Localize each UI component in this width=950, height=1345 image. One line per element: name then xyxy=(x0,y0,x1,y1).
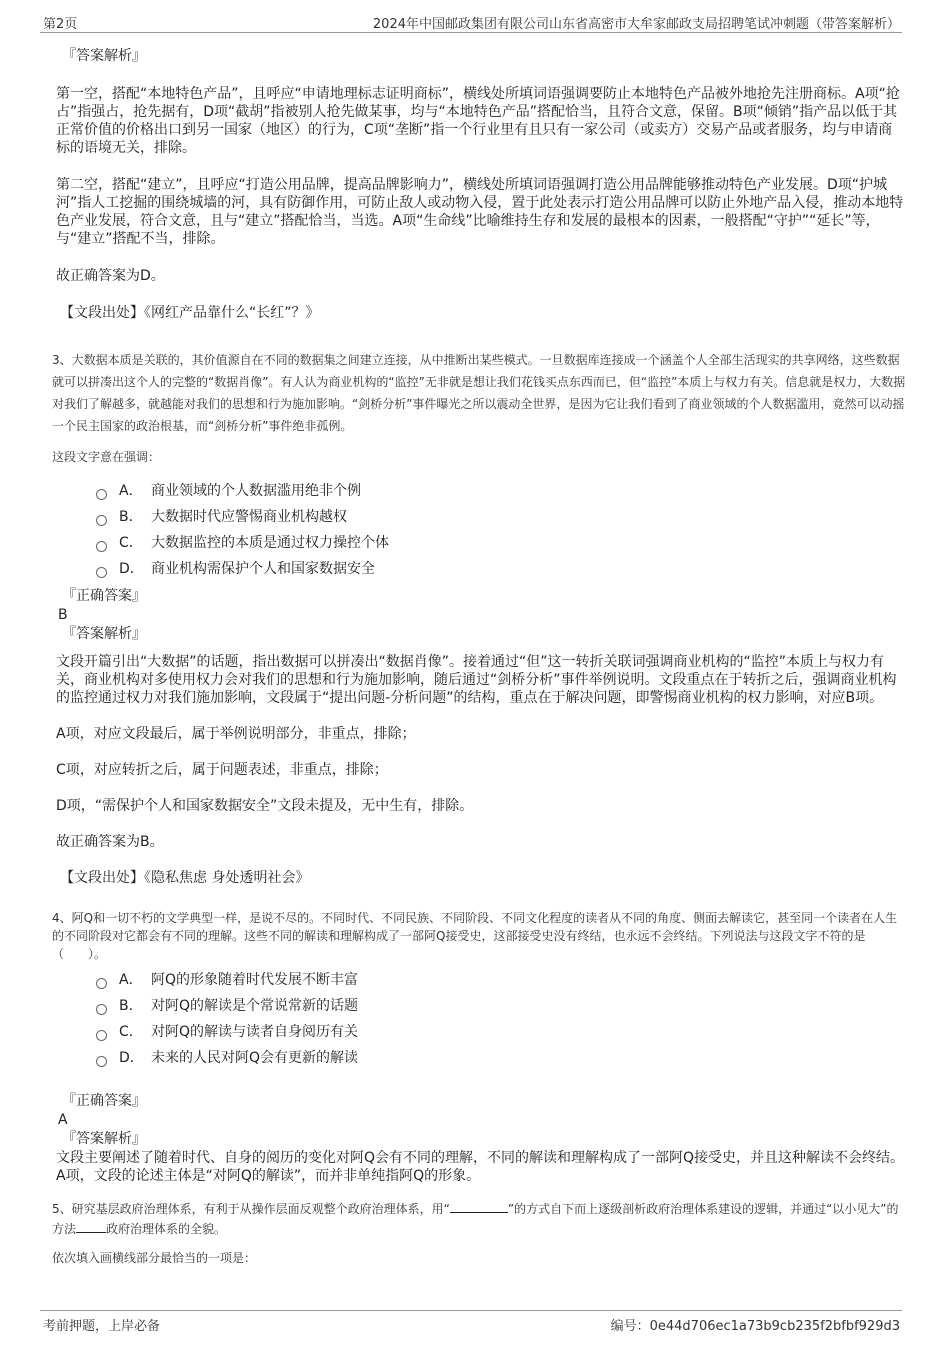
analysis-note-c: C项，对应转折之后，属于问题表述，非重点，排除； xyxy=(56,762,388,778)
question-4 xyxy=(52,909,906,1185)
radio-icon[interactable] xyxy=(96,567,107,578)
analysis-paragraph: 文段开篇引出“大数据”的话题，指出数据可以拼凑出“数据肖像”。接着通过“但”这一转折关联词强调商业机构的“监控”本质上与权力有关，商业机构对多使用权力会对我们的思想和行为施加影响，随后通过“剑桥分析”事件举例说明。文段重点在于转折之后，强调商业机构的监控通过权力对我们施加影响，文段属于“提出问题-分析问题”的结构，重点在于解决问题，即警惕商业机构的权力影响，对应B项。 xyxy=(56,654,897,706)
analysis-paragraph: 第一空，搭配“本地特色产品”，且呼应“申请地理标志证明商标”，横线处所填词语强调要防止本地特色产品被外地抢先注册商标。A项“抢占”指强占，抢先据有，D项“截胡”指被别人抢先做某事，均与“本地特色产品”搭配恰当，且符合文意，保留。B项“倾销”指产品以低于其正常价值的价格出口到另一国家（地区）的行为，C项“垄断”指一个行业里有且只有一家公司（或卖方）交易产品或者服务，均与申请商标的语境无关，排除。 xyxy=(56,86,900,156)
correct-answer: A xyxy=(58,1112,68,1128)
question-stem: 5、研究基层政府治理体系，有利于从操作层面反观整个政府治理体系，用“ ”的方式自下而上逐级剖析政府治理体系建设的逻辑，并通过“以小见大”的方法 政府治理体系的全貌。 xyxy=(52,1202,899,1236)
document-id: 编号：0e44d706ec1a73b9cb235f2bfbf929d3 xyxy=(610,1319,900,1334)
radio-icon[interactable] xyxy=(96,1056,107,1067)
radio-icon[interactable] xyxy=(96,1030,107,1041)
option-b[interactable]: B． 对阿Q的解读是个常说常新的话题 xyxy=(96,997,906,1023)
document-title: 2024年中国邮政集团有限公司山东省高密市大牟家邮政支局招聘笔试冲刺题（带答案解析） xyxy=(372,17,900,32)
question-prompt: 这段文字意在强调： xyxy=(52,450,161,464)
question-stem: 4、阿Q和一切不朽的文学典型一样，是说不尽的。不同时代、不同民族、不同阶段、不同文化程度的读者从不同的角度、侧面去解读它，甚至同一个读者在人生的不同阶段对它都会有不同的理解。这些不同的解读和理解构成了一部阿Q接受史，这部接受史没有终结，也永远不会终结。下列说法与这段文字不符的是（ ）。 xyxy=(52,911,898,961)
option-c[interactable]: C． 大数据监控的本质是通过权力操控个体 xyxy=(96,534,906,560)
analysis-label: 『答案解析』 xyxy=(62,48,146,64)
source-citation: 【文段出处】《隐私焦虑 身处透明社会》 xyxy=(60,870,310,886)
option-d[interactable]: D． 未来的人民对阿Q会有更新的解读 xyxy=(96,1049,906,1075)
correct-answer-label: 『正确答案』 xyxy=(62,588,146,604)
correct-answer-label: 『正确答案』 xyxy=(62,1093,146,1109)
fill-blank-1 xyxy=(450,1200,508,1213)
question-prompt: 依次填入画横线部分最恰当的一项是： xyxy=(52,1251,257,1265)
radio-icon[interactable] xyxy=(96,515,107,526)
correct-answer: B xyxy=(58,607,68,623)
analysis-note-d: D项，“需保护个人和国家数据安全”文段未提及，无中生有，排除。 xyxy=(56,798,474,814)
option-b[interactable]: B． 大数据时代应警惕商业机构越权 xyxy=(96,508,906,534)
radio-icon[interactable] xyxy=(96,541,107,552)
question-stem: 3、大数据本质是关联的，其价值源自在不同的数据集之间建立连接，从中推断出某些模式。一旦数据库连接成一个涵盖个人全部生活现实的共享网络，这些数据就可以拼凑出这个人的完整的“数据肖像”。有人认为商业机构的“监控”无非就是想让我们花钱买点东西而已，但“监控”本质上与权力有关。信息就是权力，大数据对我们了解越多，就越能对我们的思想和行为施加影响。“剑桥分析”事件曝光之所以震动全世界，是因为它让我们看到了商业领域的个人数据滥用，竟然可以动摇一个民主国家的政治根基，而“剑桥分析”事件绝非孤例。 xyxy=(52,353,906,433)
fill-blank-2 xyxy=(76,1220,106,1233)
option-a[interactable]: A． 商业领域的个人数据滥用绝非个例 xyxy=(96,482,906,508)
options-list xyxy=(56,482,906,586)
radio-icon[interactable] xyxy=(96,978,107,989)
conclusion: 故正确答案为B。 xyxy=(56,834,164,850)
radio-icon[interactable] xyxy=(96,1004,107,1015)
conclusion: 故正确答案为D。 xyxy=(56,268,165,284)
page-header xyxy=(40,12,902,33)
option-d[interactable]: D． 商业机构需保护个人和国家数据安全 xyxy=(96,560,906,586)
question-3 xyxy=(52,349,906,887)
question-5 xyxy=(52,1199,906,1269)
radio-icon[interactable] xyxy=(96,489,107,500)
analysis-note-a: A项，对应文段最后，属于举例说明部分，非重点，排除； xyxy=(56,726,416,742)
page-footer xyxy=(40,1310,902,1335)
analysis-label: 『答案解析』 xyxy=(62,626,146,642)
analysis-label: 『答案解析』 xyxy=(62,1131,146,1147)
footer-slogan: 考前押题，上岸必备 xyxy=(43,1319,161,1334)
options-list xyxy=(56,971,906,1075)
document-body xyxy=(52,40,906,1269)
option-c[interactable]: C． 对阿Q的解读与读者自身阅历有关 xyxy=(96,1023,906,1049)
analysis-paragraph: 第二空，搭配“建立”，且呼应“打造公用品牌，提高品牌影响力”，横线处所填词语强调打造公用品牌能够推动特色产业发展。D项“护城河”指人工挖掘的围绕城墙的河，具有防御作用，可防止敌人或动物入侵，置于此处表示打造公用品牌可以防止外地产品入侵，推动本地特色产业发展，符合文意，且与“建立”搭配恰当，当选。A项“生命线”比喻维持生存和发展的最根本的因素，一般搭配“守护”“延长”等，与“建立”搭配不当，排除。 xyxy=(56,177,904,247)
analysis-paragraph: 文段主要阐述了随着时代、自身的阅历的变化对阿Q会有不同的理解，不同的解读和理解构成了一部阿Q接受史，并且这种解读不会终结。A项，文段的论述主体是“对阿Q的解读”，而并非单纯指阿Q的形象。 xyxy=(56,1150,905,1184)
page-number: 第2页 xyxy=(43,17,78,32)
source-citation: 【文段出处】《网红产品靠什么“长红”？》 xyxy=(60,305,320,321)
option-a[interactable]: A． 阿Q的形象随着时代发展不断丰富 xyxy=(96,971,906,997)
